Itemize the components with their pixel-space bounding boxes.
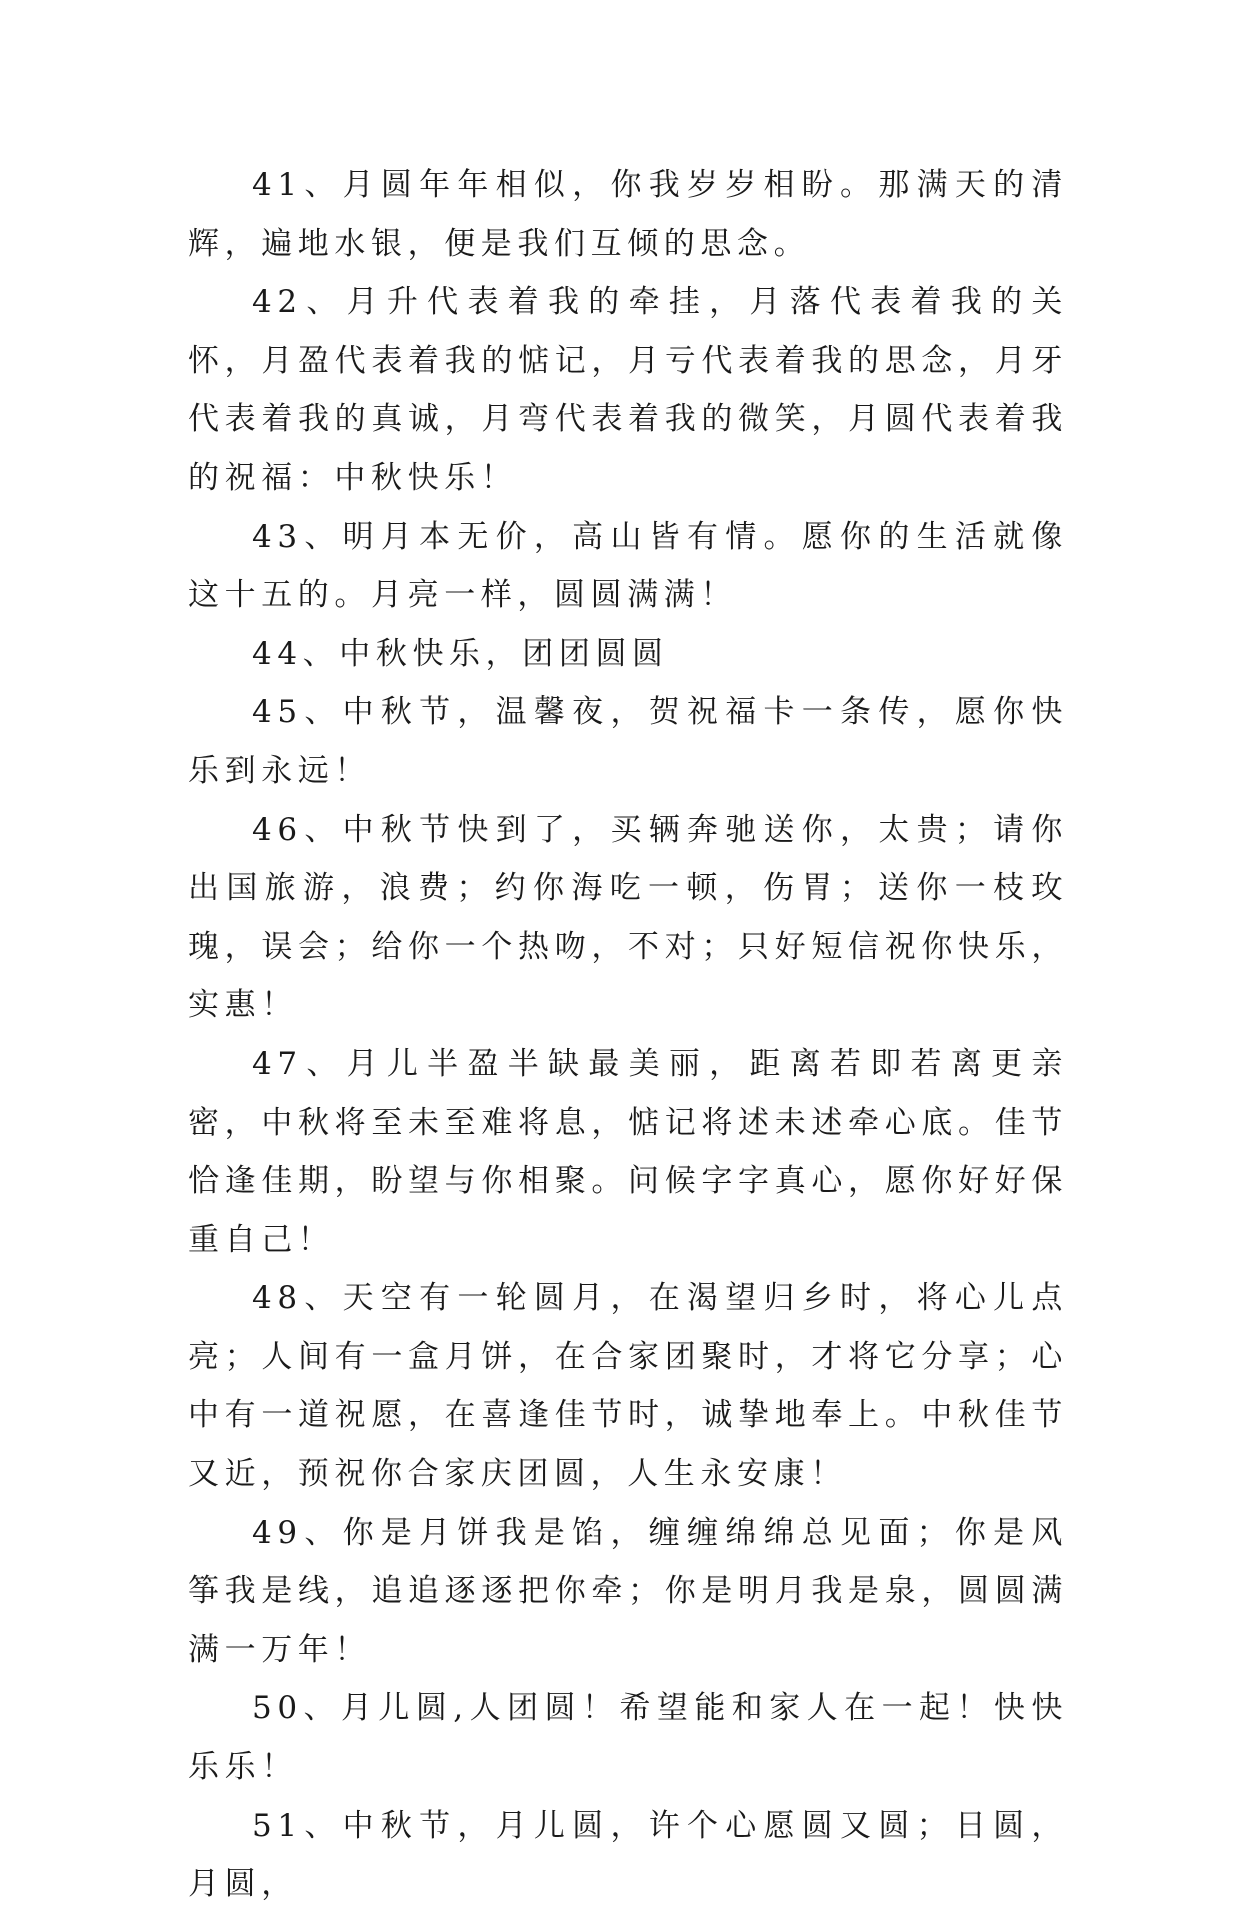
paragraph-42: 42、月升代表着我的牵挂，月落代表着我的关怀，月盈代表着我的惦记，月亏代表着我的思念，月牙代表着我的真诚，月弯代表着我的微笑，月圆代表着我的祝福：中秋快乐！ <box>188 284 1068 496</box>
paragraph-51: 51、中秋节，月儿圆，许个心愿圆又圆；日圆，月圆， <box>188 1807 1068 1903</box>
paragraph-46: 46、中秋节快到了，买辆奔驰送你，太贵；请你出国旅游，浪费；约你海吃一顿，伤胃；送你一枝玫瑰，误会；给你一个热吻，不对；只好短信祝你快乐，实惠！ <box>188 811 1068 1024</box>
paragraph-45: 45、中秋节，温馨夜，贺祝福卡一条传，愿你快乐到永远！ <box>188 694 1068 789</box>
paragraph-49: 49、你是月饼我是馅，缠缠绵绵总见面；你是风筝我是线，追追逐逐把你牵；你是明月我是泉，圆圆满满一万年！ <box>188 1514 1068 1668</box>
paragraph-48: 48、天空有一轮圆月，在渴望归乡时，将心儿点亮；人间有一盒月饼，在合家团聚时，才将它分享；心中有一道祝愿，在喜逢佳节时，诚挚地奉上。中秋佳节又近，预祝你合家庆团圆，人生永安康！ <box>188 1280 1068 1493</box>
paragraph-43: 43、明月本无价，高山皆有情。愿你的生活就像这十五的。月亮一样，圆圆满满！ <box>188 518 1068 614</box>
paragraph-41: 41、月圆年年相似，你我岁岁相盼。那满天的清辉，遍地水银，便是我们互倾的思念。 <box>188 167 1068 262</box>
paragraph-50: 50、月儿圆,人团圆！希望能和家人在一起！快快乐乐！ <box>188 1690 1068 1786</box>
paragraph-47: 47、月儿半盈半缺最美丽，距离若即若离更亲密，中秋将至未至难将息，惦记将述未述牵心底。佳节恰逢佳期，盼望与你相聚。问候字字真心，愿你好好保重自己！ <box>188 1045 1068 1258</box>
paragraph-44: 44、中秋快乐，团团圆圆 <box>252 635 669 672</box>
document-body <box>188 156 1068 1914</box>
